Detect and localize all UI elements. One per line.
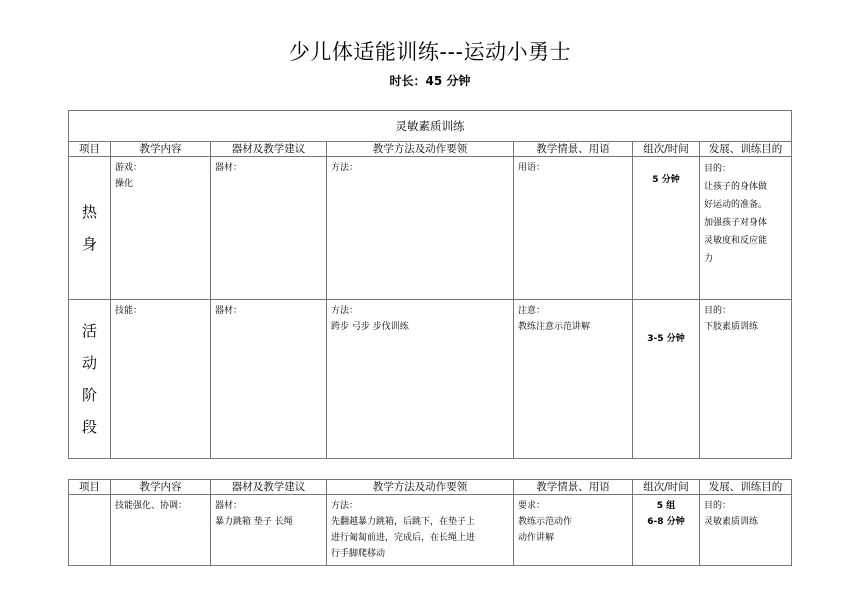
header-cell: 项目 xyxy=(69,480,111,495)
header-cell: 器材及教学建议 xyxy=(211,142,327,157)
document-title: 少儿体适能训练---运动小勇士 xyxy=(288,40,572,64)
header-cell: 组次/时间 xyxy=(633,480,700,495)
header-cell: 器材及教学建议 xyxy=(211,480,327,495)
training-table-2 xyxy=(68,479,792,566)
header-cell: 教学内容 xyxy=(111,142,211,157)
time-cell: 5 分钟 xyxy=(633,157,700,300)
table-row xyxy=(69,157,792,300)
header-cell: 项目 xyxy=(69,142,111,157)
header-row xyxy=(69,142,792,157)
item-cell: 活 动 阶 段 xyxy=(69,300,111,459)
section-title: 灵敏素质训练 xyxy=(69,111,792,142)
header-cell: 教学方法及动作要领 xyxy=(327,142,514,157)
header-cell: 教学情景、用语 xyxy=(514,480,633,495)
item-cell xyxy=(69,495,111,566)
method-cell: 方法： 跨步 弓步 步伐训练 xyxy=(327,300,514,459)
equipment-cell: 器材： xyxy=(211,300,327,459)
equipment-cell: 器材： 暴力跳箱 垫子 长绳 xyxy=(211,495,327,566)
goal-cell: 目的： 下肢素质训练 xyxy=(700,300,792,459)
equipment-cell: 器材： xyxy=(211,157,327,300)
header-cell: 组次/时间 xyxy=(633,142,700,157)
content-cell: 游戏： 操化 xyxy=(111,157,211,300)
header-cell: 教学内容 xyxy=(111,480,211,495)
scene-cell: 注意： 教练注意示范讲解 xyxy=(514,300,633,459)
training-table xyxy=(68,110,792,459)
time-cell: 3-5 分钟 xyxy=(633,300,700,459)
duration-label: 时长：45 分钟 xyxy=(389,74,471,88)
header-cell: 发展、训练目的 xyxy=(700,142,792,157)
content-cell: 技能强化、协调： xyxy=(111,495,211,566)
header-cell: 教学情景、用语 xyxy=(514,142,633,157)
goal-cell: 目的： 让孩子的身体做 好运动的准备。 加强孩子对身体 灵敏度和反应能 力 xyxy=(700,157,792,300)
table-row xyxy=(69,495,792,566)
header-cell: 发展、训练目的 xyxy=(700,480,792,495)
table-row xyxy=(69,300,792,459)
time-cell: 5 组 6-8 分钟 xyxy=(633,495,700,566)
header-cell: 教学方法及动作要领 xyxy=(327,480,514,495)
goal-cell: 目的： 灵敏素质训练 xyxy=(700,495,792,566)
content-cell: 技能： xyxy=(111,300,211,459)
method-cell: 方法： xyxy=(327,157,514,300)
method-cell: 方法： 先翻越暴力跳箱，后跳下，在垫子上 进行匍匐前进，完成后，在长绳上进 行手脚爬移动 xyxy=(327,495,514,566)
item-cell: 热 身 xyxy=(69,157,111,300)
scene-cell: 用语： xyxy=(514,157,633,300)
header-row xyxy=(69,480,792,495)
scene-cell: 要求： 教练示范动作 动作讲解 xyxy=(514,495,633,566)
